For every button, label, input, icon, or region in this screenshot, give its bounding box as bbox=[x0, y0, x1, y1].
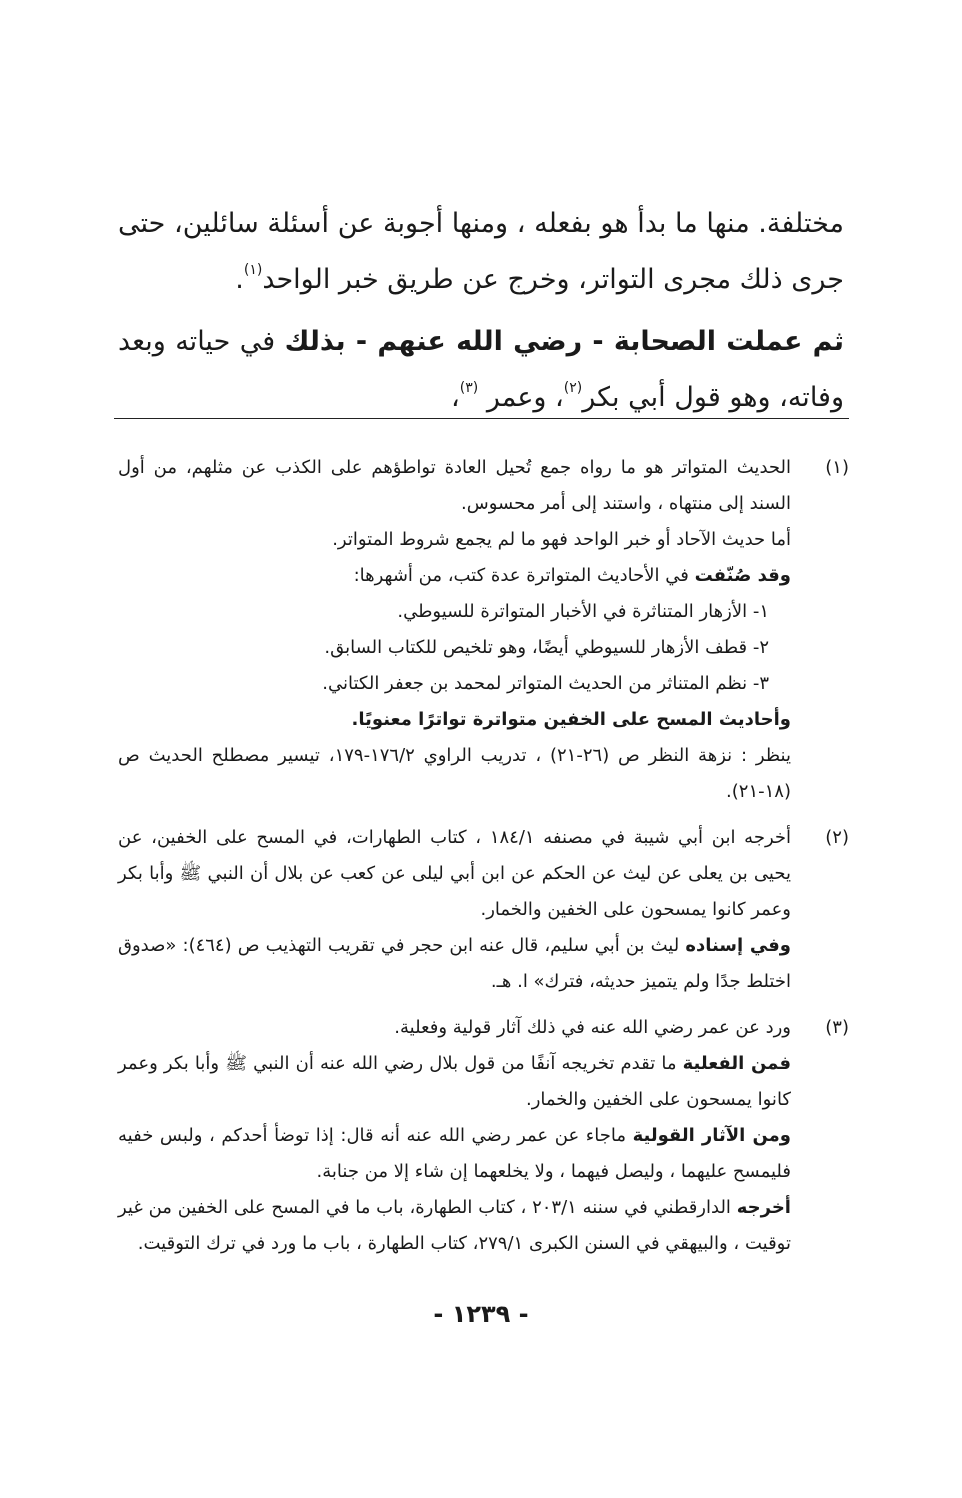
footnote-3-qawliya-bold: ومن الآثار القولية bbox=[632, 1125, 791, 1146]
page-number: - ١٢٣٩ - bbox=[433, 1300, 529, 1328]
footnote-3-fi3liya-bold: فمن الفعلية bbox=[682, 1053, 791, 1074]
footnote-2 bbox=[118, 820, 849, 1000]
footnote-3-intro: ورد عن عمر رضي الله عنه في ذلك آثار قولية وفعلية. bbox=[394, 1017, 791, 1038]
footnote-1-list-item-2: ٢- قطف الأزهار للسيوطي أيضًا، وهو تلخيص للكتاب السابق. bbox=[324, 637, 769, 658]
footnote-1-books-intro-bold: وقد صُنّفت bbox=[694, 565, 791, 586]
paragraph-1 bbox=[118, 196, 844, 308]
footnotes-section bbox=[118, 450, 849, 1272]
footnote-1-references: ينظر : نزهة النظر ص (٢٦-٢١) ، تدريب الراوي ١٧٦/٢-١٧٩، تيسير مصطلح الحديث ص (١٨-٢١). bbox=[118, 745, 791, 802]
footnote-1-books-intro bbox=[118, 558, 791, 594]
paragraph-2-bold-text: ثم عملت الصحابة - رضي الله عنهم - بذلك bbox=[284, 326, 844, 357]
footnote-2-isnad-bold: وفي إسناده bbox=[685, 935, 791, 956]
footnote-1-ahad: أما حديث الآحاد أو خبر الواحد فهو ما لم يجمع شروط المتواتر. bbox=[332, 529, 791, 550]
footnote-ref-2[interactable]: (٢) bbox=[563, 380, 583, 396]
paragraph-2-end: ، bbox=[451, 382, 460, 413]
footnote-1-books-intro-rest: في الأحاديث المتواترة عدة كتب، من أشهرها: bbox=[353, 565, 695, 586]
paragraph-1-text: مختلفة. منها ما بدأ هو بفعله ، ومنها أجوبة عن أسئلة سائلين، حتى جرى ذلك مجرى التواتر، وخرج عن طريق خبر الواحد bbox=[118, 208, 844, 295]
footnote-1-masah-line bbox=[118, 702, 791, 738]
footnote-3-takhrij-rest: الدارقطني في سننه ٢٠٣/١ ، كتاب الطهارة، باب ما في المسح على الخفين من غير توقيت ، والبيهقي في السنن الكبرى ٢٧٩/١، كتاب الطهارة ، باب ما ورد في ترك التوقيت. bbox=[118, 1197, 791, 1254]
footnote-3-fi3liya bbox=[118, 1046, 791, 1118]
footnote-ref-1[interactable]: (١) bbox=[243, 262, 263, 278]
footnote-2-isnad bbox=[118, 928, 791, 1000]
footnote-3-fi3liya-rest: ما تقدم تخريجه آنفًا من قول بلال رضي الله عنه أن النبي ﷺ وأبا بكر وعمر كانوا يمسحون على الخفين والخمار. bbox=[118, 1053, 791, 1110]
footnote-3-number: (٣) bbox=[825, 1017, 849, 1038]
paragraph-2-text: في حياته وبعد وفاته، وهو قول أبي بكر bbox=[118, 326, 844, 413]
footnote-3-qawliya-rest: ماجاء عن عمر رضي الله عنه أنه قال: إذا توضأ أحدكم ، ولبس خفيه فليمسح عليهما ، وليصل فيهما ، ولا يخلعهما إن شاء إلا من جنابة. bbox=[118, 1125, 791, 1182]
paragraph-1-end: . bbox=[235, 264, 244, 295]
footnote-1-masah-bold: وأحاديث المسح على الخفين متواترة تواترًا معنويًا. bbox=[351, 709, 791, 730]
footnote-3 bbox=[118, 1010, 849, 1262]
footnote-ref-3[interactable]: (٣) bbox=[459, 380, 479, 396]
footnote-2-number: (٢) bbox=[825, 827, 849, 848]
footnote-1 bbox=[118, 450, 849, 810]
footnote-3-takhrij bbox=[118, 1190, 791, 1262]
main-body-text bbox=[118, 196, 844, 426]
footnote-3-takhrij-bold: أخرجه bbox=[736, 1197, 791, 1218]
footnote-divider bbox=[114, 418, 849, 419]
footnote-1-list-item-3: ٣- نظم المتناثر من الحديث المتواتر لمحمد بن جعفر الكتاني. bbox=[322, 673, 769, 694]
footnote-1-definition: الحديث المتواتر هو ما رواه جمع تُحيل العادة تواطؤهم على الكذب عن مثلهم، من أول السند إلى منتهاه ، واستند إلى أمر محسوس. bbox=[118, 457, 791, 514]
footnote-2-takhrij: أخرجه ابن أبي شيبة في مصنفه ١٨٤/١ ، كتاب الطهارات، في المسح على الخفين، عن يحيى بن يعلى عن ليث عن الحكم عن ابن أبي ليلى عن كعب عن بلال أن النبي ﷺ وأبا بكر وعمر كانوا يمسحون على الخفين والخمار. bbox=[118, 827, 791, 920]
footnote-2-isnad-rest: ليث بن أبي سليم، قال عنه ابن حجر في تقريب التهذيب ص (٤٦٤): «صدوق اختلط جدًا ولم يتميز حديثه، فترك» ا. هـ. bbox=[118, 935, 791, 992]
footnote-3-qawliya bbox=[118, 1118, 791, 1190]
paragraph-2 bbox=[118, 314, 844, 426]
footnote-1-list-item-1: ١- الأزهار المتناثرة في الأخبار المتواترة للسيوطي. bbox=[397, 601, 769, 622]
footnote-1-number: (١) bbox=[825, 457, 849, 478]
paragraph-2-mid: ، وعمر bbox=[478, 382, 564, 413]
